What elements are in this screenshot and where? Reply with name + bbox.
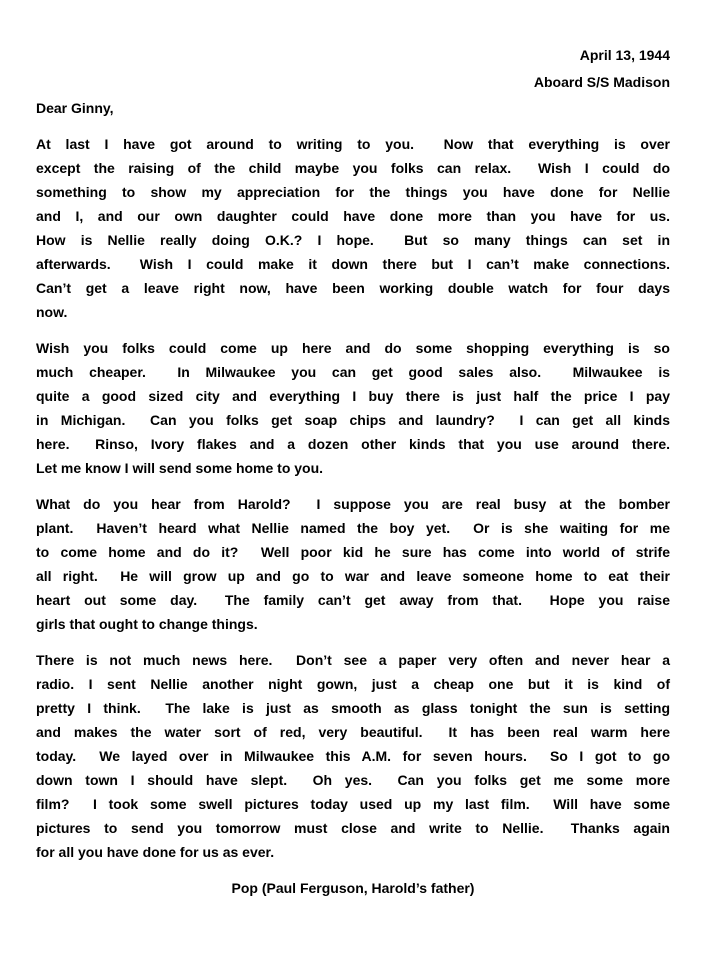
paragraph	[36, 492, 670, 636]
salutation: Dear Ginny,	[36, 100, 114, 116]
letter-line: all right. He will grow up and go to war and leave someone home to eat their	[36, 568, 670, 584]
signature-line: Pop (Paul Ferguson, Harold’s father)	[231, 880, 475, 896]
letter-line: in Michigan. Can you folks get soap chips and laundry? I can get all kinds	[36, 412, 670, 428]
letter-line: except the raising of the child maybe you folks can relax. Wish I could do	[36, 160, 670, 176]
letter-line: for all you have done for us as ever.	[36, 844, 275, 860]
letter-line: afterwards. Wish I could make it down there but I can’t make connections.	[36, 256, 670, 272]
letter-line: now.	[36, 304, 68, 320]
letter-line: Can’t get a leave right now, have been working double watch for four days	[36, 280, 670, 296]
letter-date: April 13, 1944	[579, 47, 670, 63]
paragraph	[36, 132, 670, 324]
letter-body	[36, 132, 670, 864]
letter-line: plant. Haven’t heard what Nellie named the boy yet. Or is she waiting for me	[36, 520, 670, 536]
letter-line: What do you hear from Harold? I suppose you are real busy at the bomber	[36, 496, 670, 512]
letter-line: pictures to send you tomorrow must close and write to Nellie. Thanks again	[36, 820, 670, 836]
letter-line: and I, and our own daughter could have done more than you have for us.	[36, 208, 670, 224]
letter-line: today. We layed over in Milwaukee this A.M. for seven hours. So I got to go	[36, 748, 670, 764]
letter-line: pretty I think. The lake is just as smooth as glass tonight the sun is setting	[36, 700, 670, 716]
letter-line: film? I took some swell pictures today used up my last film. Will have some	[36, 796, 670, 812]
letter-line: Let me know I will send some home to you.	[36, 460, 324, 476]
letter-line: much cheaper. In Milwaukee you can get good sales also. Milwaukee is	[36, 364, 670, 380]
letter	[36, 42, 670, 900]
letter-line: to come home and do it? Well poor kid he sure has come into world of strife	[36, 544, 670, 560]
letter-line: girls that ought to change things.	[36, 616, 258, 632]
letter-line: radio. I sent Nellie another night gown, just a cheap one but it is kind of	[36, 676, 670, 692]
letter-line: here. Rinso, Ivory flakes and a dozen other kinds that you use around there.	[36, 436, 670, 452]
paragraph	[36, 336, 670, 480]
letter-line: heart out some day. The family can’t get away from that. Hope you raise	[36, 592, 670, 608]
letter-line: and makes the water sort of red, very beautiful. It has been real warm here	[36, 724, 670, 740]
letter-line: quite a good sized city and everything I buy there is just half the price I pay	[36, 388, 670, 404]
letter-line: down town I should have slept. Oh yes. Can you folks get me some more	[36, 772, 670, 788]
letter-line: Wish you folks could come up here and do some shopping everything is so	[36, 340, 670, 356]
letter-line: something to show my appreciation for the things you have done for Nellie	[36, 184, 670, 200]
letter-location: Aboard S/S Madison	[533, 74, 670, 90]
letter-line: There is not much news here. Don’t see a paper very often and never hear a	[36, 652, 670, 668]
paragraph	[36, 648, 670, 864]
letter-line: How is Nellie really doing O.K.? I hope. But so many things can set in	[36, 232, 670, 248]
letter-line: At last I have got around to writing to you. Now that everything is over	[36, 136, 670, 152]
